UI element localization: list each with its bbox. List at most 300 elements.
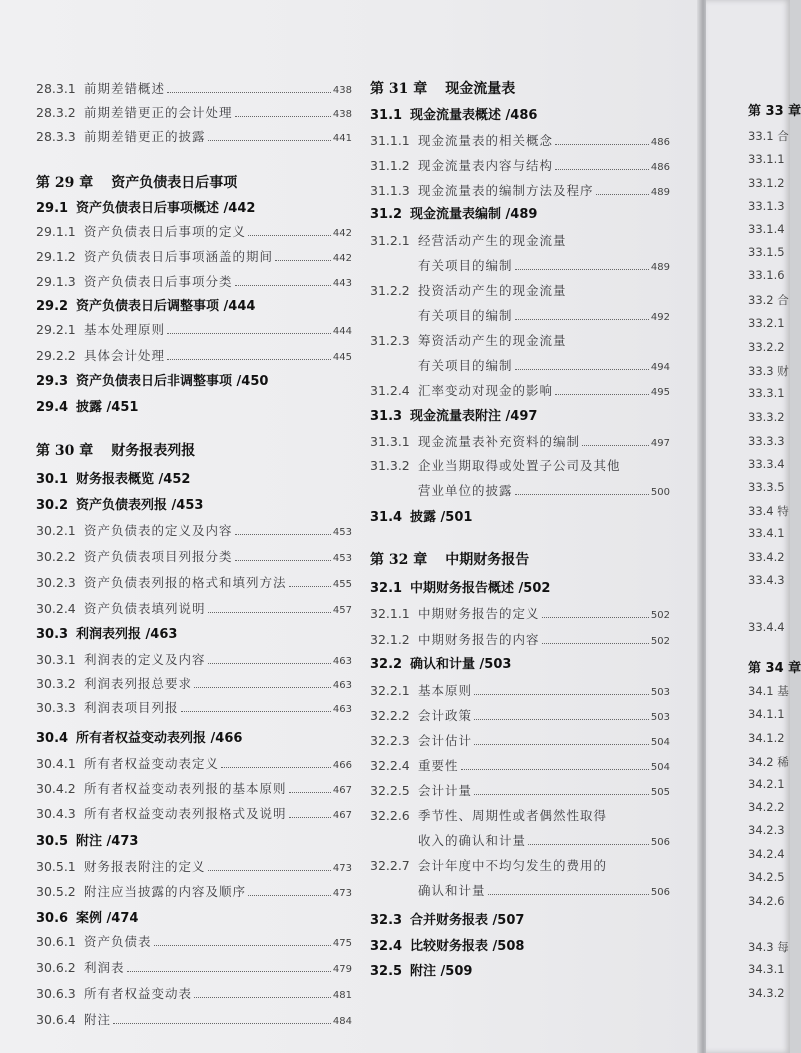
entry-number: 28.3.3 — [36, 129, 76, 144]
toc-entry — [370, 857, 670, 875]
next-page-entry: 34.2 稀 — [748, 755, 789, 769]
toc-entry — [36, 959, 352, 977]
entry-title: 会计政策 — [418, 708, 473, 723]
toc-entry — [36, 755, 352, 773]
toc-entry — [36, 80, 352, 98]
entry-title: 所有者权益变动表列报的基本原则 — [84, 781, 287, 796]
entry-page: 502 — [650, 636, 670, 647]
section-title: 现金流量表附注 /497 — [410, 409, 538, 424]
next-page-entry: 33.3.1 — [748, 386, 785, 400]
leader-dots — [528, 843, 649, 845]
section-number: 31.3 — [370, 409, 403, 424]
entry-page: 484 — [332, 1016, 352, 1027]
leader-dots — [555, 168, 649, 170]
section-title: 比较财务报表 /508 — [410, 939, 525, 954]
toc-entry — [36, 985, 352, 1003]
section-number: 30.5 — [36, 834, 69, 849]
section-title: 中期财务报告概述 /502 — [410, 581, 551, 596]
toc-entry — [370, 433, 670, 451]
toc-entry — [36, 883, 352, 901]
section-heading — [36, 910, 352, 928]
entry-title: 资产负债表 — [84, 934, 152, 949]
entry-page: 503 — [650, 712, 670, 723]
entry-title-cont: 营业单位的披露 — [418, 483, 513, 498]
entry-number: 30.4.1 — [36, 756, 76, 771]
next-page-entry: 34.1.1 — [748, 707, 785, 721]
entry-title: 筹资活动产生的现金流量 — [418, 333, 567, 348]
section-title: 合并财务报表 /507 — [410, 913, 525, 928]
section-heading — [370, 963, 670, 981]
section-number: 32.1 — [370, 581, 403, 596]
section-title: 资产负债表日后调整事项 /444 — [76, 299, 256, 314]
entry-page: 473 — [332, 888, 352, 899]
entry-number: 29.2.1 — [36, 322, 76, 337]
entry-title: 现金流量表的相关概念 — [418, 133, 554, 148]
entry-title-cont: 有关项目的编制 — [418, 308, 513, 323]
section-number: 32.5 — [370, 964, 403, 979]
entry-title: 汇率变动对现金的影响 — [418, 383, 554, 398]
leader-dots — [248, 234, 331, 236]
next-chapter-heading: 第 33 章 — [748, 104, 801, 119]
next-page-entry: 33.4 特 — [748, 504, 789, 518]
entry-title: 前期差错更正的会计处理 — [84, 105, 233, 120]
entry-page: 500 — [650, 487, 670, 498]
section-number: 29.2 — [36, 299, 69, 314]
leader-dots — [113, 1022, 331, 1024]
chapter-title: 财务报表列报 — [111, 443, 196, 459]
section-title: 现金流量表编制 /489 — [410, 207, 538, 222]
entry-title: 企业当期取得或处置子公司及其他 — [418, 458, 621, 473]
toc-entry — [36, 574, 352, 592]
leader-dots — [208, 139, 331, 141]
toc-entry — [36, 273, 352, 291]
leader-dots — [488, 893, 649, 895]
leader-dots — [542, 642, 649, 644]
entry-number: 32.2.7 — [370, 858, 410, 873]
entry-number: 30.5.1 — [36, 859, 76, 874]
entry-title: 利润表列报总要求 — [84, 676, 193, 691]
entry-title: 基本原则 — [418, 683, 473, 698]
next-page-entry: 34.3.2 — [748, 986, 785, 1000]
entry-number: 31.2.3 — [370, 333, 410, 348]
section-number: 30.1 — [36, 472, 69, 487]
section-number: 29.4 — [36, 400, 69, 415]
toc-entry — [370, 182, 670, 200]
entry-page: 473 — [332, 863, 352, 874]
next-page-entry: 33.3.2 — [748, 410, 785, 424]
entry-page: 463 — [332, 656, 352, 667]
entry-title: 具体会计处理 — [84, 348, 166, 363]
chapter-number: 第 30 章 — [36, 443, 94, 459]
next-page-entry: 33.1.1 — [748, 152, 785, 166]
entry-page: 453 — [332, 553, 352, 564]
entry-title: 前期差错更正的披露 — [84, 129, 206, 144]
toc-entry-continuation — [370, 257, 670, 275]
toc-entry — [36, 933, 352, 951]
chapter-number: 第 31 章 — [370, 81, 428, 97]
leader-dots — [221, 766, 331, 768]
section-heading — [370, 580, 670, 598]
leader-dots — [235, 284, 331, 286]
entry-number: 32.2.6 — [370, 808, 410, 823]
entry-page: 506 — [650, 887, 670, 898]
entry-page: 457 — [332, 605, 352, 616]
toc-entry-continuation — [370, 482, 670, 500]
toc-entry-continuation — [370, 882, 670, 900]
next-page-entry: 33.4.3 — [748, 573, 785, 587]
entry-number: 30.3.2 — [36, 676, 76, 691]
toc-entry — [36, 104, 352, 122]
toc-entry-continuation — [370, 357, 670, 375]
section-title: 所有者权益变动表列报 /466 — [76, 731, 243, 746]
entry-number: 32.2.5 — [370, 783, 410, 798]
chapter-number: 第 32 章 — [370, 552, 428, 568]
toc-entry — [370, 157, 670, 175]
entry-number: 31.2.2 — [370, 283, 410, 298]
section-heading — [370, 206, 670, 224]
toc-entry — [36, 223, 352, 241]
entry-page: 438 — [332, 85, 352, 96]
section-heading — [36, 471, 352, 489]
entry-page: 503 — [650, 687, 670, 698]
toc-entry — [370, 707, 670, 725]
entry-title: 资产负债表日后事项涵盖的期间 — [84, 249, 274, 264]
section-heading — [36, 497, 352, 515]
section-number: 30.2 — [36, 498, 69, 513]
leader-dots — [275, 259, 331, 261]
entry-page: 495 — [650, 387, 670, 398]
section-heading — [370, 509, 670, 527]
toc-entry — [36, 805, 352, 823]
entry-page: 504 — [650, 737, 670, 748]
entry-number: 31.3.1 — [370, 434, 410, 449]
leader-dots — [582, 444, 649, 446]
next-page-entry: 34.2.2 — [748, 800, 785, 814]
leader-dots — [515, 318, 649, 320]
entry-title-cont: 收入的确认和计量 — [418, 833, 527, 848]
entry-number: 32.2.1 — [370, 683, 410, 698]
toc-entry — [370, 631, 670, 649]
chapter-heading — [36, 174, 352, 192]
toc-entry — [370, 605, 670, 623]
entry-number: 30.2.4 — [36, 601, 76, 616]
leader-dots — [208, 869, 331, 871]
entry-page: 455 — [332, 579, 352, 590]
entry-title: 附注应当披露的内容及顺序 — [84, 884, 247, 899]
entry-title: 财务报表附注的定义 — [84, 859, 206, 874]
entry-page: 504 — [650, 762, 670, 773]
toc-entry — [370, 232, 670, 250]
entry-page: 494 — [650, 362, 670, 373]
entry-title: 利润表项目列报 — [84, 700, 179, 715]
chapter-number: 第 29 章 — [36, 175, 94, 191]
chapter-heading — [36, 442, 352, 460]
section-number: 32.4 — [370, 939, 403, 954]
entry-page: 489 — [650, 262, 670, 273]
entry-page: 506 — [650, 837, 670, 848]
entry-page: 497 — [650, 438, 670, 449]
next-page-entry: 34.2.5 — [748, 870, 785, 884]
toc-entry — [36, 780, 352, 798]
leader-dots — [474, 693, 649, 695]
next-page-entry: 33.1.5 — [748, 245, 785, 259]
leader-dots — [208, 611, 331, 613]
entry-page: 444 — [332, 326, 352, 337]
toc-entry — [36, 675, 352, 693]
next-page-entry: 34.1 基 — [748, 684, 789, 698]
entry-title: 利润表的定义及内容 — [84, 652, 206, 667]
entry-title: 所有者权益变动表列报格式及说明 — [84, 806, 287, 821]
entry-title: 资产负债表列报的格式和填列方法 — [84, 575, 287, 590]
entry-title: 季节性、周期性或者偶然性取得 — [418, 808, 608, 823]
leader-dots — [248, 894, 331, 896]
leader-dots — [596, 193, 649, 195]
leader-dots — [235, 559, 331, 561]
section-heading — [36, 200, 352, 218]
entry-page: 475 — [332, 938, 352, 949]
leader-dots — [542, 616, 649, 618]
entry-number: 30.6.1 — [36, 934, 76, 949]
toc-entry — [370, 782, 670, 800]
entry-number: 32.2.4 — [370, 758, 410, 773]
section-number: 32.2 — [370, 657, 403, 672]
toc-entry — [370, 682, 670, 700]
toc-entry — [36, 858, 352, 876]
next-page-entry: 33.1.3 — [748, 199, 785, 213]
section-number: 30.6 — [36, 911, 69, 926]
toc-entry — [36, 651, 352, 669]
entry-number: 31.2.4 — [370, 383, 410, 398]
entry-title: 资产负债表日后事项的定义 — [84, 224, 247, 239]
section-heading — [370, 912, 670, 930]
toc-entry — [370, 382, 670, 400]
entry-page: 505 — [650, 787, 670, 798]
next-page-entry: 34.1.2 — [748, 731, 785, 745]
section-number: 31.2 — [370, 207, 403, 222]
entry-page: 486 — [650, 162, 670, 173]
next-page-entry: 33.2 合 — [748, 293, 789, 307]
section-title: 资产负债表日后非调整事项 /450 — [76, 374, 269, 389]
entry-title: 附注 — [84, 1012, 112, 1027]
leader-dots — [181, 710, 331, 712]
entry-number: 31.2.1 — [370, 233, 410, 248]
next-page-entry: 34.3.1 — [748, 962, 785, 976]
entry-title: 利润表 — [84, 960, 125, 975]
entry-title: 所有者权益变动表定义 — [84, 756, 220, 771]
section-title: 利润表列报 /463 — [76, 627, 178, 642]
section-heading — [370, 938, 670, 956]
section-number: 30.3 — [36, 627, 69, 642]
section-title: 披露 /451 — [76, 400, 139, 415]
section-number: 29.1 — [36, 201, 69, 216]
entry-title: 现金流量表的编制方法及程序 — [418, 183, 594, 198]
next-page-entry: 33.2.2 — [748, 340, 785, 354]
leader-dots — [235, 115, 331, 117]
toc-entry — [36, 600, 352, 618]
toc-entry — [36, 347, 352, 365]
leader-dots — [555, 393, 649, 395]
entry-title: 现金流量表内容与结构 — [418, 158, 554, 173]
section-title: 附注 /473 — [76, 834, 139, 849]
entry-title: 会计年度中不均匀发生的费用的 — [418, 858, 608, 873]
toc-entry — [370, 132, 670, 150]
section-title: 确认和计量 /503 — [410, 657, 512, 672]
entry-number: 32.2.3 — [370, 733, 410, 748]
section-number: 31.4 — [370, 510, 403, 525]
section-title: 资产负债表列报 /453 — [76, 498, 204, 513]
section-title: 财务报表概览 /452 — [76, 472, 191, 487]
entry-title-cont: 确认和计量 — [418, 883, 486, 898]
entry-title: 资产负债表填列说明 — [84, 601, 206, 616]
leader-dots — [474, 743, 649, 745]
toc-entry — [370, 757, 670, 775]
next-page-entry: 33.1.4 — [748, 222, 785, 236]
right-book-page-edge — [706, 0, 801, 1053]
next-page-entry: 34.3 每 — [748, 940, 789, 954]
entry-title: 中期财务报告的内容 — [418, 632, 540, 647]
entry-number: 31.1.2 — [370, 158, 410, 173]
next-page-entry: 33.3.4 — [748, 457, 785, 471]
section-heading — [36, 626, 352, 644]
entry-number: 32.1.1 — [370, 606, 410, 621]
leader-dots — [208, 662, 331, 664]
entry-page: 467 — [332, 785, 352, 796]
next-chapter-heading: 第 34 章 — [748, 661, 801, 676]
next-page-entry: 33.1.6 — [748, 268, 785, 282]
entry-number: 32.2.2 — [370, 708, 410, 723]
chapter-heading — [370, 80, 670, 98]
entry-number: 29.2.2 — [36, 348, 76, 363]
leader-dots — [289, 816, 331, 818]
next-page-entry: 33.1 合 — [748, 129, 789, 143]
entry-page: 467 — [332, 810, 352, 821]
chapter-title: 中期财务报告 — [445, 552, 530, 568]
leader-dots — [154, 944, 331, 946]
entry-page: 463 — [332, 704, 352, 715]
entry-page: 445 — [332, 352, 352, 363]
entry-title: 资产负债表的定义及内容 — [84, 523, 233, 538]
entry-page: 443 — [332, 278, 352, 289]
entry-title: 资产负债表日后事项分类 — [84, 274, 233, 289]
chapter-title: 现金流量表 — [445, 81, 516, 97]
leader-dots — [461, 768, 649, 770]
entry-page: 441 — [332, 133, 352, 144]
entry-page: 502 — [650, 610, 670, 621]
leader-dots — [555, 143, 649, 145]
entry-number: 31.1.3 — [370, 183, 410, 198]
next-page-entry: 33.4.4 — [748, 620, 785, 634]
section-title: 资产负债表日后事项概述 /442 — [76, 201, 256, 216]
entry-title: 投资活动产生的现金流量 — [418, 283, 567, 298]
leader-dots — [474, 793, 649, 795]
toc-entry — [36, 522, 352, 540]
entry-page: 481 — [332, 990, 352, 1001]
section-heading — [36, 399, 352, 417]
toc-entry — [36, 248, 352, 266]
section-heading — [370, 408, 670, 426]
leader-dots — [289, 791, 331, 793]
entry-title-cont: 有关项目的编制 — [418, 358, 513, 373]
leader-dots — [194, 686, 331, 688]
entry-number: 30.2.3 — [36, 575, 76, 590]
entry-title-cont: 有关项目的编制 — [418, 258, 513, 273]
leader-dots — [167, 358, 331, 360]
entry-title: 会计计量 — [418, 783, 473, 798]
section-number: 31.1 — [370, 108, 403, 123]
entry-number: 31.1.1 — [370, 133, 410, 148]
leader-dots — [474, 718, 649, 720]
toc-entry — [36, 699, 352, 717]
toc-entry-continuation — [370, 832, 670, 850]
entry-title: 所有者权益变动表 — [84, 986, 193, 1001]
leader-dots — [289, 585, 331, 587]
entry-page: 442 — [332, 228, 352, 239]
section-heading — [370, 656, 670, 674]
toc-entry — [370, 807, 670, 825]
leader-dots — [235, 533, 331, 535]
entry-number: 31.3.2 — [370, 458, 410, 473]
entry-number: 30.4.2 — [36, 781, 76, 796]
section-heading — [36, 730, 352, 748]
chapter-heading — [370, 551, 670, 569]
entry-number: 29.1.2 — [36, 249, 76, 264]
toc-entry — [36, 548, 352, 566]
toc-entry — [36, 128, 352, 146]
next-page-entry: 34.2.1 — [748, 777, 785, 791]
toc-entry-continuation — [370, 307, 670, 325]
entry-number: 30.6.4 — [36, 1012, 76, 1027]
section-heading — [36, 373, 352, 391]
toc-entry — [370, 732, 670, 750]
toc-entry — [370, 282, 670, 300]
toc-entry — [36, 321, 352, 339]
entry-title: 资产负债表项目列报分类 — [84, 549, 233, 564]
entry-number: 30.4.3 — [36, 806, 76, 821]
entry-title: 前期差错概述 — [84, 81, 166, 96]
next-page-entry: 33.1.2 — [748, 176, 785, 190]
entry-number: 30.5.2 — [36, 884, 76, 899]
entry-page: 466 — [332, 760, 352, 771]
section-title: 披露 /501 — [410, 510, 473, 525]
entry-title: 中期财务报告的定义 — [418, 606, 540, 621]
section-heading — [36, 833, 352, 851]
next-page-entry: 33.3.3 — [748, 434, 785, 448]
entry-number: 28.3.1 — [36, 81, 76, 96]
leader-dots — [167, 332, 331, 334]
entry-page: 442 — [332, 253, 352, 264]
entry-number: 28.3.2 — [36, 105, 76, 120]
section-number: 32.3 — [370, 913, 403, 928]
next-page-entry: 33.3.5 — [748, 480, 785, 494]
entry-number: 30.3.3 — [36, 700, 76, 715]
section-number: 29.3 — [36, 374, 69, 389]
entry-title: 基本处理原则 — [84, 322, 166, 337]
section-heading — [370, 107, 670, 125]
entry-page: 453 — [332, 527, 352, 538]
entry-page: 438 — [332, 109, 352, 120]
section-heading — [36, 298, 352, 316]
entry-number: 30.6.2 — [36, 960, 76, 975]
entry-title: 会计估计 — [418, 733, 473, 748]
next-page-entry: 34.2.3 — [748, 823, 785, 837]
leader-dots — [515, 493, 649, 495]
next-page-entry: 33.4.2 — [748, 550, 785, 564]
next-page-entry: 33.2.1 — [748, 316, 785, 330]
entry-title: 重要性 — [418, 758, 459, 773]
leader-dots — [515, 268, 649, 270]
entry-number: 30.2.1 — [36, 523, 76, 538]
toc-entry — [370, 332, 670, 350]
